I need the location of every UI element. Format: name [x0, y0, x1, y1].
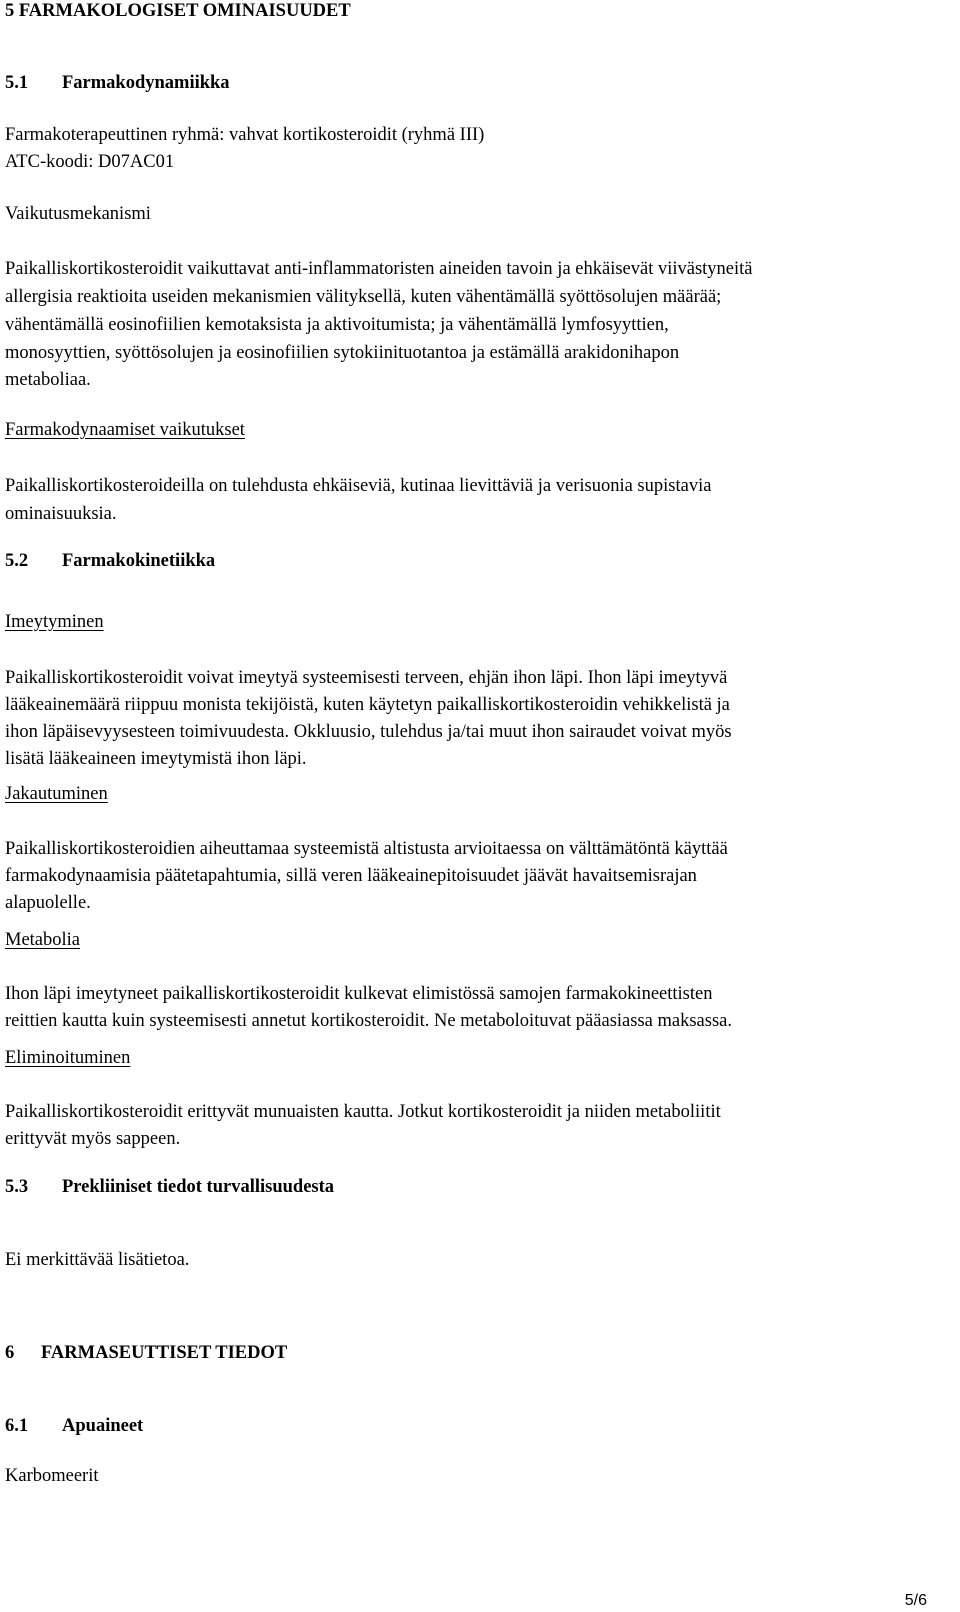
section-6-1-heading	[5, 1413, 143, 1440]
paragraph-line: Paikalliskortikosteroidien aiheuttamaa systeemistä altistusta arvioitaessa on välttämätöntä käyttää	[5, 839, 728, 859]
paragraph-line: alapuolelle.	[5, 893, 91, 913]
section-title: Farmakodynamiikka	[62, 73, 230, 93]
absorption-heading: Imeytyminen	[5, 612, 104, 632]
section-5-2-heading	[5, 548, 215, 575]
paragraph-line: farmakodynaamisia päätetapahtumia, sillä veren lääkeainepitoisuudet jäävät havaitsemisrajan	[5, 866, 697, 886]
pharmacotherapeutic-group: Farmakoterapeuttinen ryhmä: vahvat kortikosteroidit (ryhmä III)	[5, 125, 485, 145]
paragraph-line: ihon läpäisevyysesteen toimivuudesta. Okkluusio, tulehdus ja/tai muut ihon sairaudet voivat myös	[5, 722, 732, 742]
section-title: Farmakokinetiikka	[62, 551, 216, 571]
paragraph-line: Ihon läpi imeytyneet paikalliskortikosteroidit kulkevat elimistössä samojen farmakokineettisten	[5, 984, 713, 1004]
metabolism-heading: Metabolia	[5, 930, 81, 950]
paragraph-line: monosyyttien, syöttösolujen ja eosinofiilien sytokiinituotantoa ja estämällä arakidonihapon	[5, 343, 680, 363]
paragraph-line: reittien kautta kuin systeemisesti annetut kortikosteroidit. Ne metaboloituvat pääasiassa maksassa.	[5, 1011, 732, 1031]
paragraph-line: erittyvät myös sappeen.	[5, 1129, 181, 1149]
distribution-heading: Jakautuminen	[5, 784, 108, 804]
paragraph-line: ominaisuuksia.	[5, 504, 117, 524]
paragraph-line: lisätä lääkeaineen imeytymistä ihon läpi.	[5, 749, 307, 769]
section-5-heading: 5 FARMAKOLOGISET OMINAISUUDET	[5, 1, 351, 21]
section-number: 5.1	[5, 73, 29, 93]
paragraph-line: Paikalliskortikosteroidit voivat imeytyä systeemisesti terveen, ehjän ihon läpi. Ihon läpi imeytyvä	[5, 668, 728, 688]
section-number: 6.1	[5, 1416, 29, 1436]
section-title: Prekliiniset tiedot turvallisuudesta	[62, 1177, 335, 1197]
paragraph-line: allergisia reaktioita useiden mekanismien välityksellä, kuten vähentämällä syöttösolujen määrää;	[5, 287, 722, 307]
section-5-3-heading	[5, 1174, 334, 1201]
section-number: 5.3	[5, 1177, 29, 1197]
section-6-heading	[5, 1340, 287, 1367]
atc-code: ATC-koodi: D07AC01	[5, 152, 175, 172]
effects-heading: Farmakodynaamiset vaikutukset	[5, 420, 245, 440]
page-number: 5/6	[904, 1592, 927, 1609]
paragraph-line: Paikalliskortikosteroidit erittyvät munuaisten kautta. Jotkut kortikosteroidit ja niiden metaboliitit	[5, 1102, 721, 1122]
section-title: Apuaineet	[62, 1416, 144, 1436]
paragraph-line: metaboliaa.	[5, 370, 91, 390]
section-5-1-heading	[5, 70, 230, 97]
preclinical-text: Ei merkittävää lisätietoa.	[5, 1250, 190, 1270]
paragraph-line: vähentämällä eosinofiilien kemotaksista ja aktivoitumista; ja vähentämällä lymfosyyttien,	[5, 315, 669, 335]
elimination-heading: Eliminoituminen	[5, 1048, 131, 1068]
paragraph-line: Paikalliskortikosteroideilla on tulehdusta ehkäiseviä, kutinaa lievittäviä ja verisuonia supistavia	[5, 476, 712, 496]
mechanism-heading: Vaikutusmekanismi	[5, 204, 151, 224]
section-number: 5.2	[5, 551, 29, 571]
excipients-text: Karbomeerit	[5, 1466, 99, 1486]
paragraph-line: Paikalliskortikosteroidit vaikuttavat anti-inflammatoristen aineiden tavoin ja ehkäisevät viivästyneitä	[5, 259, 753, 279]
paragraph-line: lääkeainemäärä riippuu monista tekijöistä, kuten käytetyn paikalliskortikosteroidin vehikkelistä ja	[5, 695, 730, 715]
section-title: FARMASEUTTISET TIEDOT	[41, 1343, 288, 1363]
section-number: 6	[5, 1343, 15, 1363]
